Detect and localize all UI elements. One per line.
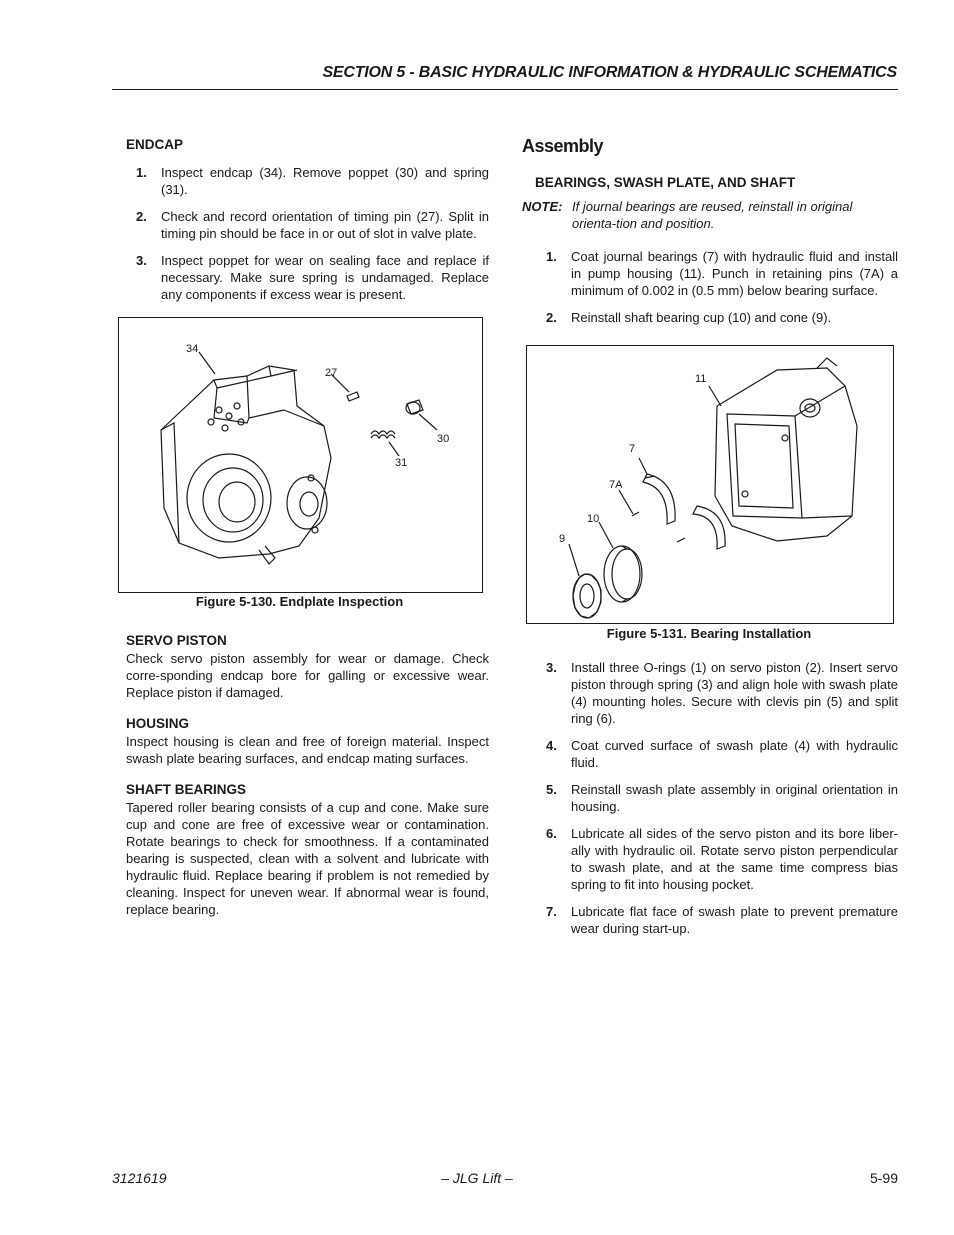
shaft-bearings-text: Tapered roller bearing consists of a cup and cone. Make sure cup and cone are free of excessive wear or contamination. Rotate bearings to check for smoothness. If a contaminated bearing is suspected, clean with a solvent and lubricate with hydraulic fluid. Replace bearing if problem is not remedied by cleaning. Inspect for uneven wear. If abnormal wear is found, replace bearing. [126, 800, 489, 917]
housing-heading: HOUSING [126, 716, 190, 731]
endcap-heading: ENDCAP [126, 137, 184, 152]
step-number: 7. [546, 904, 557, 919]
bearing-illustration [527, 346, 893, 623]
figure-caption-endplate: Figure 5-130. Endplate Inspection [195, 594, 404, 609]
callout-34: 34 [186, 343, 199, 355]
callout-11: 11 [695, 373, 707, 385]
step-text: Inspect endcap (34). Remove poppet (30) and spring (31). [161, 165, 489, 197]
assembly-title: Assembly [522, 136, 604, 156]
right-column-top [522, 134, 898, 326]
step-text: Check and record orientation of timing pin (27). Split in timing pin should be face in or out of slot in valve plate. [161, 209, 489, 241]
endcap-step-1 [126, 164, 489, 198]
shaft-bearings-heading: SHAFT BEARINGS [126, 782, 247, 797]
note [522, 198, 898, 232]
endcap-step-2 [126, 208, 489, 242]
assembly-step-2 [536, 309, 898, 326]
callout-31: 31 [395, 457, 408, 469]
step-text: Reinstall swash plate assembly in original orientation in housing. [571, 782, 898, 814]
housing-text: Inspect housing is clean and free of foreign material. Inspect swash plate bearing surfaces, and endcap mating surfaces. [126, 734, 489, 766]
callout-7A: 7A [609, 479, 623, 491]
note-text: If journal bearings are reused, reinstall in original orienta-tion and position. [572, 199, 853, 231]
step-text: Install three O-rings (1) on servo piston (2). Insert servo piston through spring (3) and align hole with swash plate (4) mounting holes. Secure with clevis pin (5) and split ring (6). [571, 660, 898, 726]
bearings-subheading: BEARINGS, SWASH PLATE, AND SHAFT [535, 175, 796, 190]
step-text: Reinstall shaft bearing cup (10) and cone (9). [571, 310, 832, 325]
footer-center: – JLG Lift – [441, 1170, 513, 1186]
step-number: 1. [136, 165, 147, 180]
note-label: NOTE: [522, 199, 563, 214]
assembly-step-4 [536, 737, 898, 771]
callout-9: 9 [559, 533, 566, 545]
step-number: 3. [546, 660, 557, 675]
right-column-bottom [536, 659, 898, 937]
callout-10: 10 [587, 513, 600, 525]
step-text: Lubricate all sides of the servo piston and its bore liber-ally with hydraulic oil. Rotate servo piston perpendicular to swash plate, and at the same time compress bias spring to fit into housing pocket. [571, 826, 898, 892]
step-text: Coat curved surface of swash plate (4) with hydraulic fluid. [571, 738, 898, 770]
endplate-illustration [119, 318, 482, 592]
assembly-step-7 [536, 903, 898, 937]
footer-doc-number: 3121619 [112, 1170, 167, 1186]
step-number: 2. [136, 209, 147, 224]
callout-7: 7 [629, 443, 636, 455]
step-number: 6. [546, 826, 557, 841]
figure-caption-bearing: Figure 5-131. Bearing Installation [606, 626, 812, 641]
left-column-top [126, 136, 489, 303]
step-number: 4. [546, 738, 557, 753]
assembly-step-5 [536, 781, 898, 815]
servo-text: Check servo piston assembly for wear or damage. Check corre-sponding endcap bore for galling or excessive wear. Replace piston if damaged. [126, 651, 489, 700]
step-text: Coat journal bearings (7) with hydraulic fluid and install in pump housing (11). Punch in retaining pins (7A) a minimum of 0.002 in (0.5 mm) below bearing surface. [571, 249, 898, 298]
bearing-figure [526, 345, 894, 624]
assembly-step-1 [536, 248, 898, 299]
endcap-step-3 [126, 252, 489, 303]
step-number: 3. [136, 253, 147, 268]
step-number: 1. [546, 249, 557, 264]
step-text: Lubricate flat face of swash plate to prevent premature wear during start-up. [571, 904, 898, 936]
step-number: 2. [546, 310, 557, 325]
callout-27: 27 [325, 367, 338, 379]
callout-30: 30 [437, 433, 450, 445]
servo-heading: SERVO PISTON [126, 633, 227, 648]
endplate-figure [118, 317, 483, 593]
footer-page-number: 5-99 [869, 1170, 898, 1186]
left-column-bottom [126, 632, 489, 918]
assembly-step-6 [536, 825, 898, 893]
header-rule [112, 89, 898, 90]
step-text: Inspect poppet for wear on sealing face and replace if necessary. Make sure spring is undamaged. Replace any components if excess wear is present. [161, 253, 489, 302]
section-title: SECTION 5 - BASIC HYDRAULIC INFORMATION & HYDRAULIC SCHEMATICS [322, 64, 897, 81]
assembly-step-3 [536, 659, 898, 727]
step-number: 5. [546, 782, 557, 797]
